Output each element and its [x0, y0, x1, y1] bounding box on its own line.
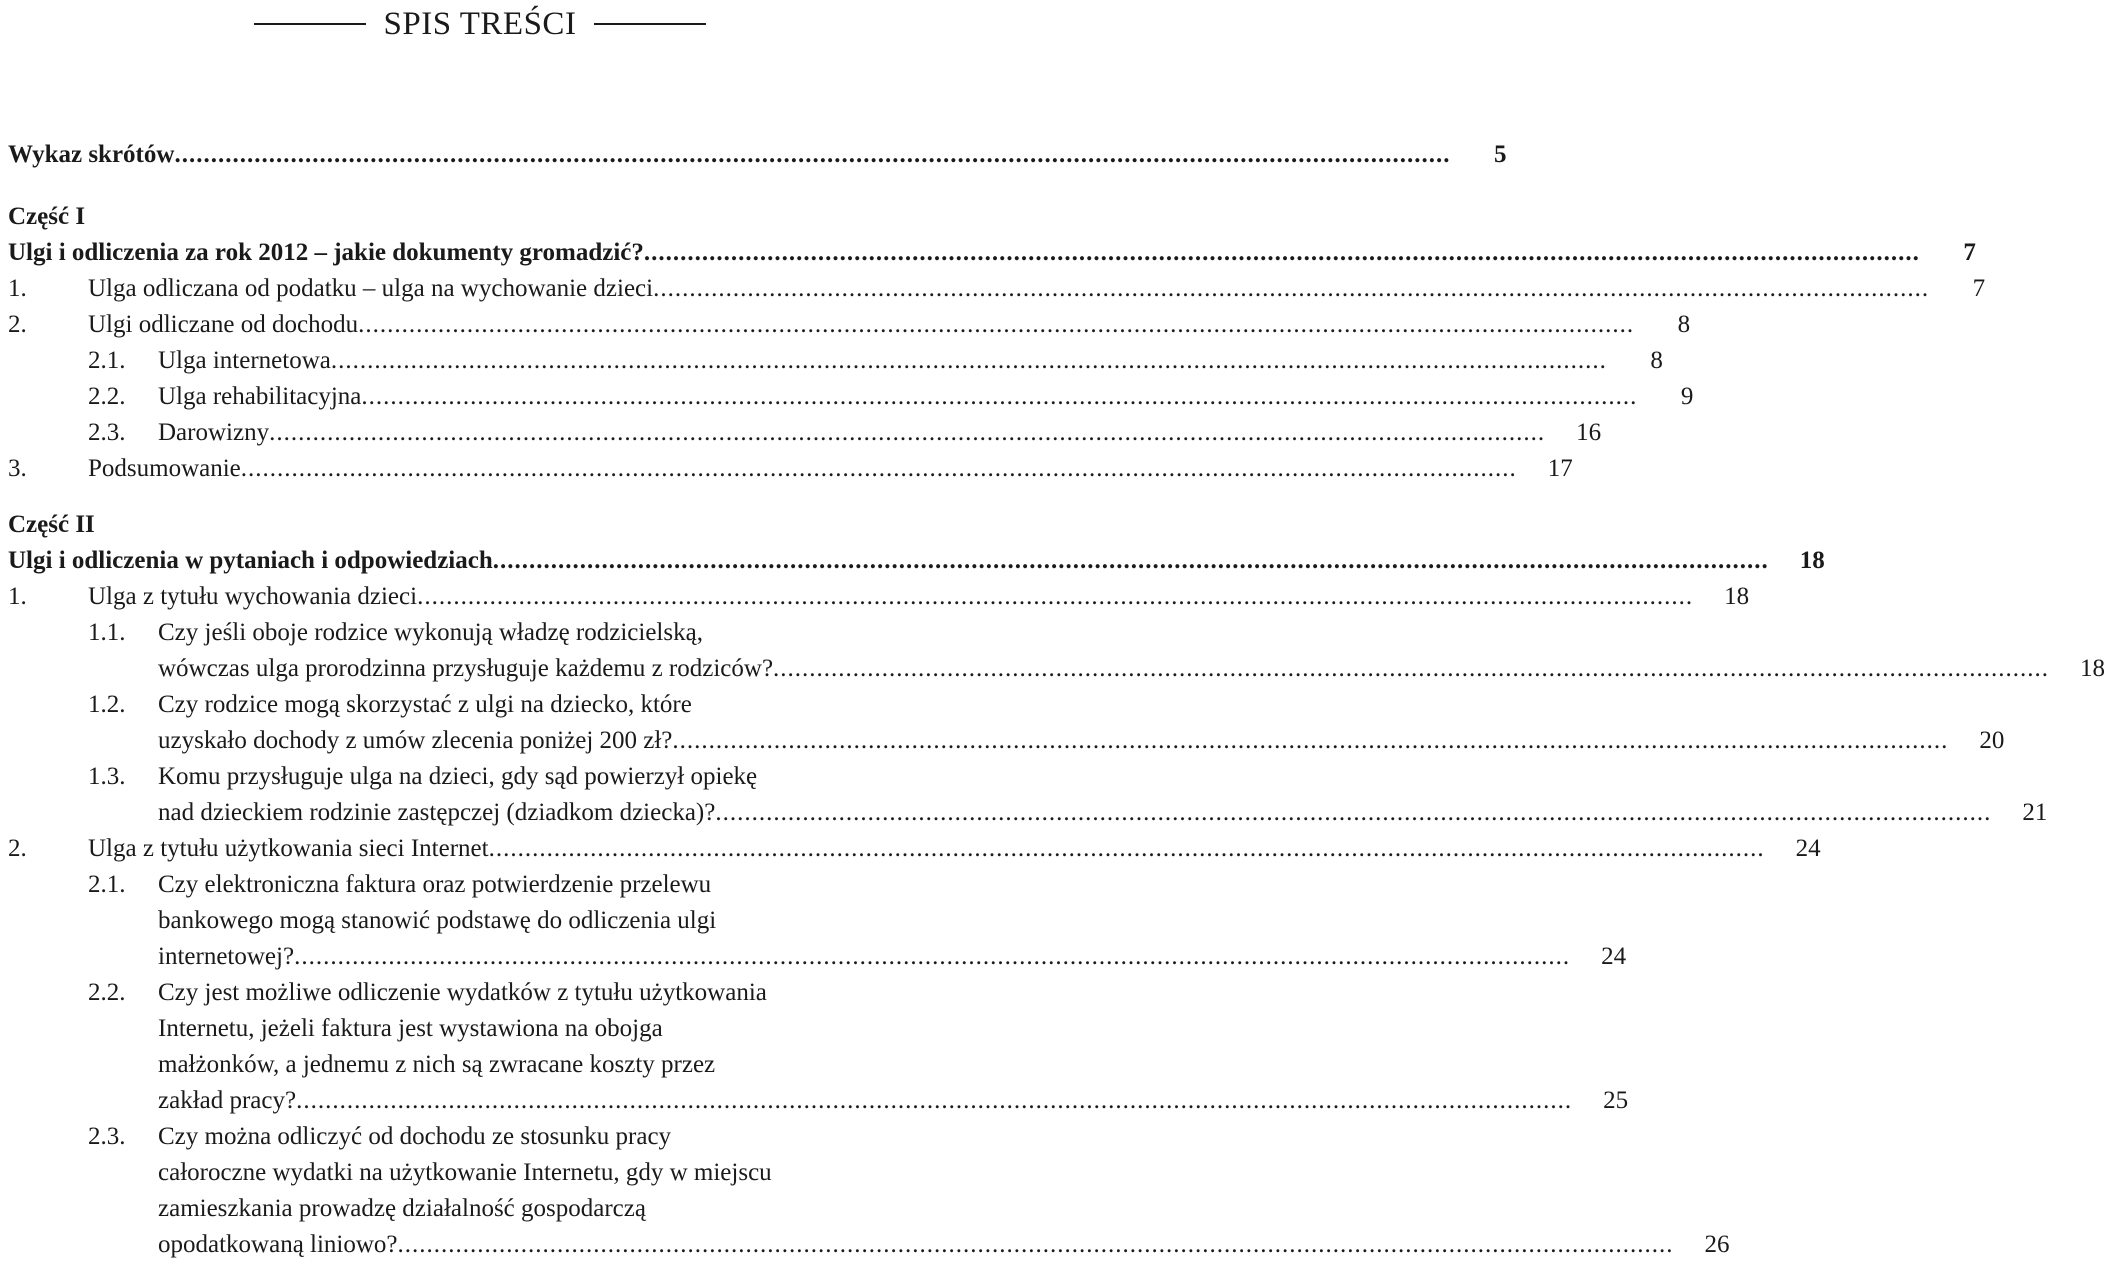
toc-entry[interactable]	[8, 543, 1825, 579]
toc-line	[8, 1047, 958, 1083]
dot-leader	[296, 1083, 1572, 1119]
toc-entry[interactable]	[8, 867, 1627, 975]
toc-entry[interactable]	[8, 687, 2005, 759]
toc-entry[interactable]	[8, 199, 958, 235]
dot-leader	[644, 235, 1920, 271]
entry-title-line: uzyskało dochody z umów zlecenia poniżej 200 zł?	[158, 727, 673, 754]
entry-number: 3.	[8, 455, 27, 482]
toc-entry[interactable]	[8, 507, 958, 543]
toc-line	[8, 451, 1573, 487]
dot-leader	[672, 723, 1948, 759]
entry-title-line: Czy jest możliwe odliczenie wydatków z tytułu użytkowania	[158, 979, 767, 1006]
toc-line	[8, 415, 1602, 451]
entry-title: Ulgi i odliczenia za rok 2012 – jakie dokumenty gromadzić?	[8, 239, 644, 266]
dot-leader	[331, 343, 1607, 379]
page-number: 21	[2022, 799, 2048, 826]
entry-title: Ulga z tytułu wychowania dzieci	[88, 583, 418, 610]
entry-number: 2.	[8, 835, 27, 862]
entry-number: 1.2.	[88, 691, 126, 718]
toc-line	[8, 137, 1507, 173]
toc-entry[interactable]	[8, 975, 1629, 1119]
page-number: 7	[1963, 239, 1976, 266]
dot-leader	[361, 379, 1637, 415]
entry-number: 2.	[8, 311, 27, 338]
entry-number: 1.	[8, 275, 27, 302]
dot-leader	[773, 651, 2049, 687]
dot-leader	[358, 307, 1634, 343]
dot-leader	[653, 271, 1929, 307]
entry-title-line: opodatkowaną liniowo?	[158, 1231, 398, 1258]
toc-line	[8, 543, 1825, 579]
toc-line	[8, 271, 1986, 307]
entry-number: 2.1.	[88, 347, 126, 374]
entry-number: 2.1.	[88, 871, 126, 898]
toc-entry[interactable]	[8, 137, 1507, 173]
toc-line	[8, 903, 958, 939]
entry-number: 1.	[8, 583, 27, 610]
toc-entry[interactable]	[8, 379, 1694, 415]
entry-title: Ulga z tytułu użytkowania sieci Internet	[88, 835, 489, 862]
toc-line	[8, 615, 958, 651]
dot-leader	[715, 795, 1991, 831]
entry-number: 1.3.	[88, 763, 126, 790]
toc-line	[8, 1011, 958, 1047]
toc-entry[interactable]	[8, 579, 1750, 615]
toc-line	[8, 651, 2105, 687]
entry-title-line: małżonków, a jednemu z nich są zwracane koszty przez	[158, 1051, 716, 1078]
toc-line	[8, 867, 958, 903]
title-rule-right	[594, 23, 706, 25]
entry-number: 2.2.	[88, 383, 126, 410]
toc-line	[8, 795, 2048, 831]
toc-line	[8, 1083, 1629, 1119]
toc-line	[8, 379, 1694, 415]
entry-title-line: bankowego mogą stanowić podstawę do odliczenia ulgi	[158, 907, 717, 934]
toc-line	[8, 759, 958, 795]
page-number: 17	[1547, 455, 1573, 482]
page-number: 25	[1603, 1087, 1629, 1114]
toc-entry[interactable]	[8, 343, 1663, 379]
entry-title-line: internetowej?	[158, 943, 295, 970]
toc-title-row	[0, 2, 960, 46]
entry-title: Ulga rehabilitacyjna	[158, 383, 362, 410]
entry-title: Darowizny	[158, 419, 270, 446]
entry-title-line: Czy jeśli oboje rodzice wykonują władzę rodzicielską,	[158, 619, 703, 646]
page-number: 9	[1680, 383, 1694, 410]
toc-entry[interactable]	[8, 615, 2105, 687]
page-number: 5	[1493, 141, 1507, 168]
toc-entry[interactable]	[8, 307, 1691, 343]
toc-line	[8, 687, 958, 723]
entry-number: 1.1.	[88, 619, 126, 646]
entry-title-line: nad dzieckiem rodzinie zastępczej (dziadkom dziecka)?	[158, 799, 716, 826]
page-number: 7	[1972, 275, 1986, 302]
entry-title-line: całoroczne wydatki na użytkowanie Internetu, gdy w miejscu	[158, 1159, 772, 1186]
entry-title-line: Czy można odliczyć od dochodu ze stosunku pracy	[158, 1123, 672, 1150]
entry-title: Ulga internetowa	[158, 347, 331, 374]
entry-number: 2.2.	[88, 979, 126, 1006]
entry-title: Podsumowanie	[88, 455, 241, 482]
toc-line	[8, 939, 1627, 975]
toc-entry[interactable]	[8, 271, 1986, 307]
dot-leader	[417, 579, 1693, 615]
toc-line	[8, 307, 1691, 343]
toc-line	[8, 343, 1663, 379]
toc-line	[8, 1191, 958, 1227]
page-number: 18	[2080, 655, 2105, 682]
page-number: 26	[1704, 1231, 1730, 1258]
dot-leader	[241, 451, 1517, 487]
entry-number: 2.3.	[88, 1123, 126, 1150]
part-heading: Część II	[8, 511, 95, 538]
table-of-contents	[8, 137, 2105, 1263]
toc-line	[8, 1119, 958, 1155]
entry-title: Ulga odliczana od podatku – ulga na wychowanie dzieci	[88, 275, 654, 302]
page-number: 18	[1724, 583, 1750, 610]
entry-title-line: Komu przysługuje ulga na dzieci, gdy sąd powierzył opiekę	[158, 763, 758, 790]
entry-title-line: zamieszkania prowadzę działalność gospodarczą	[158, 1195, 646, 1222]
toc-line	[8, 1227, 1730, 1263]
page-number: 20	[1979, 727, 2005, 754]
page-title: SPIS TREŚCI	[383, 6, 577, 42]
toc-entry[interactable]	[8, 759, 2048, 831]
toc-entry[interactable]	[8, 415, 1602, 451]
toc-entry[interactable]	[8, 235, 1976, 271]
entry-title-line: wówczas ulga prorodzinna przysługuje każdemu z rodziców?	[158, 655, 774, 682]
toc-line	[8, 831, 1821, 867]
entry-title-line: Internetu, jeżeli faktura jest wystawiona na obojga	[158, 1015, 663, 1042]
entry-title: Wykaz skrótów	[8, 141, 175, 168]
dot-leader	[489, 831, 1765, 867]
page-number: 18	[1799, 547, 1825, 574]
dot-leader	[269, 415, 1545, 451]
toc-line	[8, 1155, 958, 1191]
entry-title: Ulgi odliczane od dochodu	[88, 311, 359, 338]
dot-leader	[493, 543, 1769, 579]
page-number: 8	[1677, 311, 1691, 338]
page-number: 24	[1601, 943, 1627, 970]
toc-line	[8, 723, 2005, 759]
toc-line	[8, 235, 1976, 271]
dot-leader	[398, 1227, 1674, 1263]
entry-number: 2.3.	[88, 419, 126, 446]
entry-title-line: zakład pracy?	[158, 1087, 297, 1114]
toc-line	[8, 975, 958, 1011]
entry-title: Ulgi i odliczenia w pytaniach i odpowiedziach	[8, 547, 493, 574]
toc-entry[interactable]	[8, 831, 1821, 867]
page-number: 8	[1650, 347, 1663, 374]
page-number: 24	[1795, 835, 1821, 862]
part-heading: Część I	[8, 203, 86, 230]
toc-line	[8, 579, 1750, 615]
title-rule-left	[254, 23, 366, 25]
entry-title-line: Czy rodzice mogą skorzystać z ulgi na dziecko, które	[158, 691, 692, 718]
toc-entry[interactable]	[8, 1119, 1730, 1263]
entry-title-line: Czy elektroniczna faktura oraz potwierdzenie przelewu	[158, 871, 712, 898]
dot-leader	[294, 939, 1570, 975]
page-number: 16	[1576, 419, 1602, 446]
dot-leader	[174, 137, 1450, 173]
toc-entry[interactable]	[8, 451, 1573, 487]
